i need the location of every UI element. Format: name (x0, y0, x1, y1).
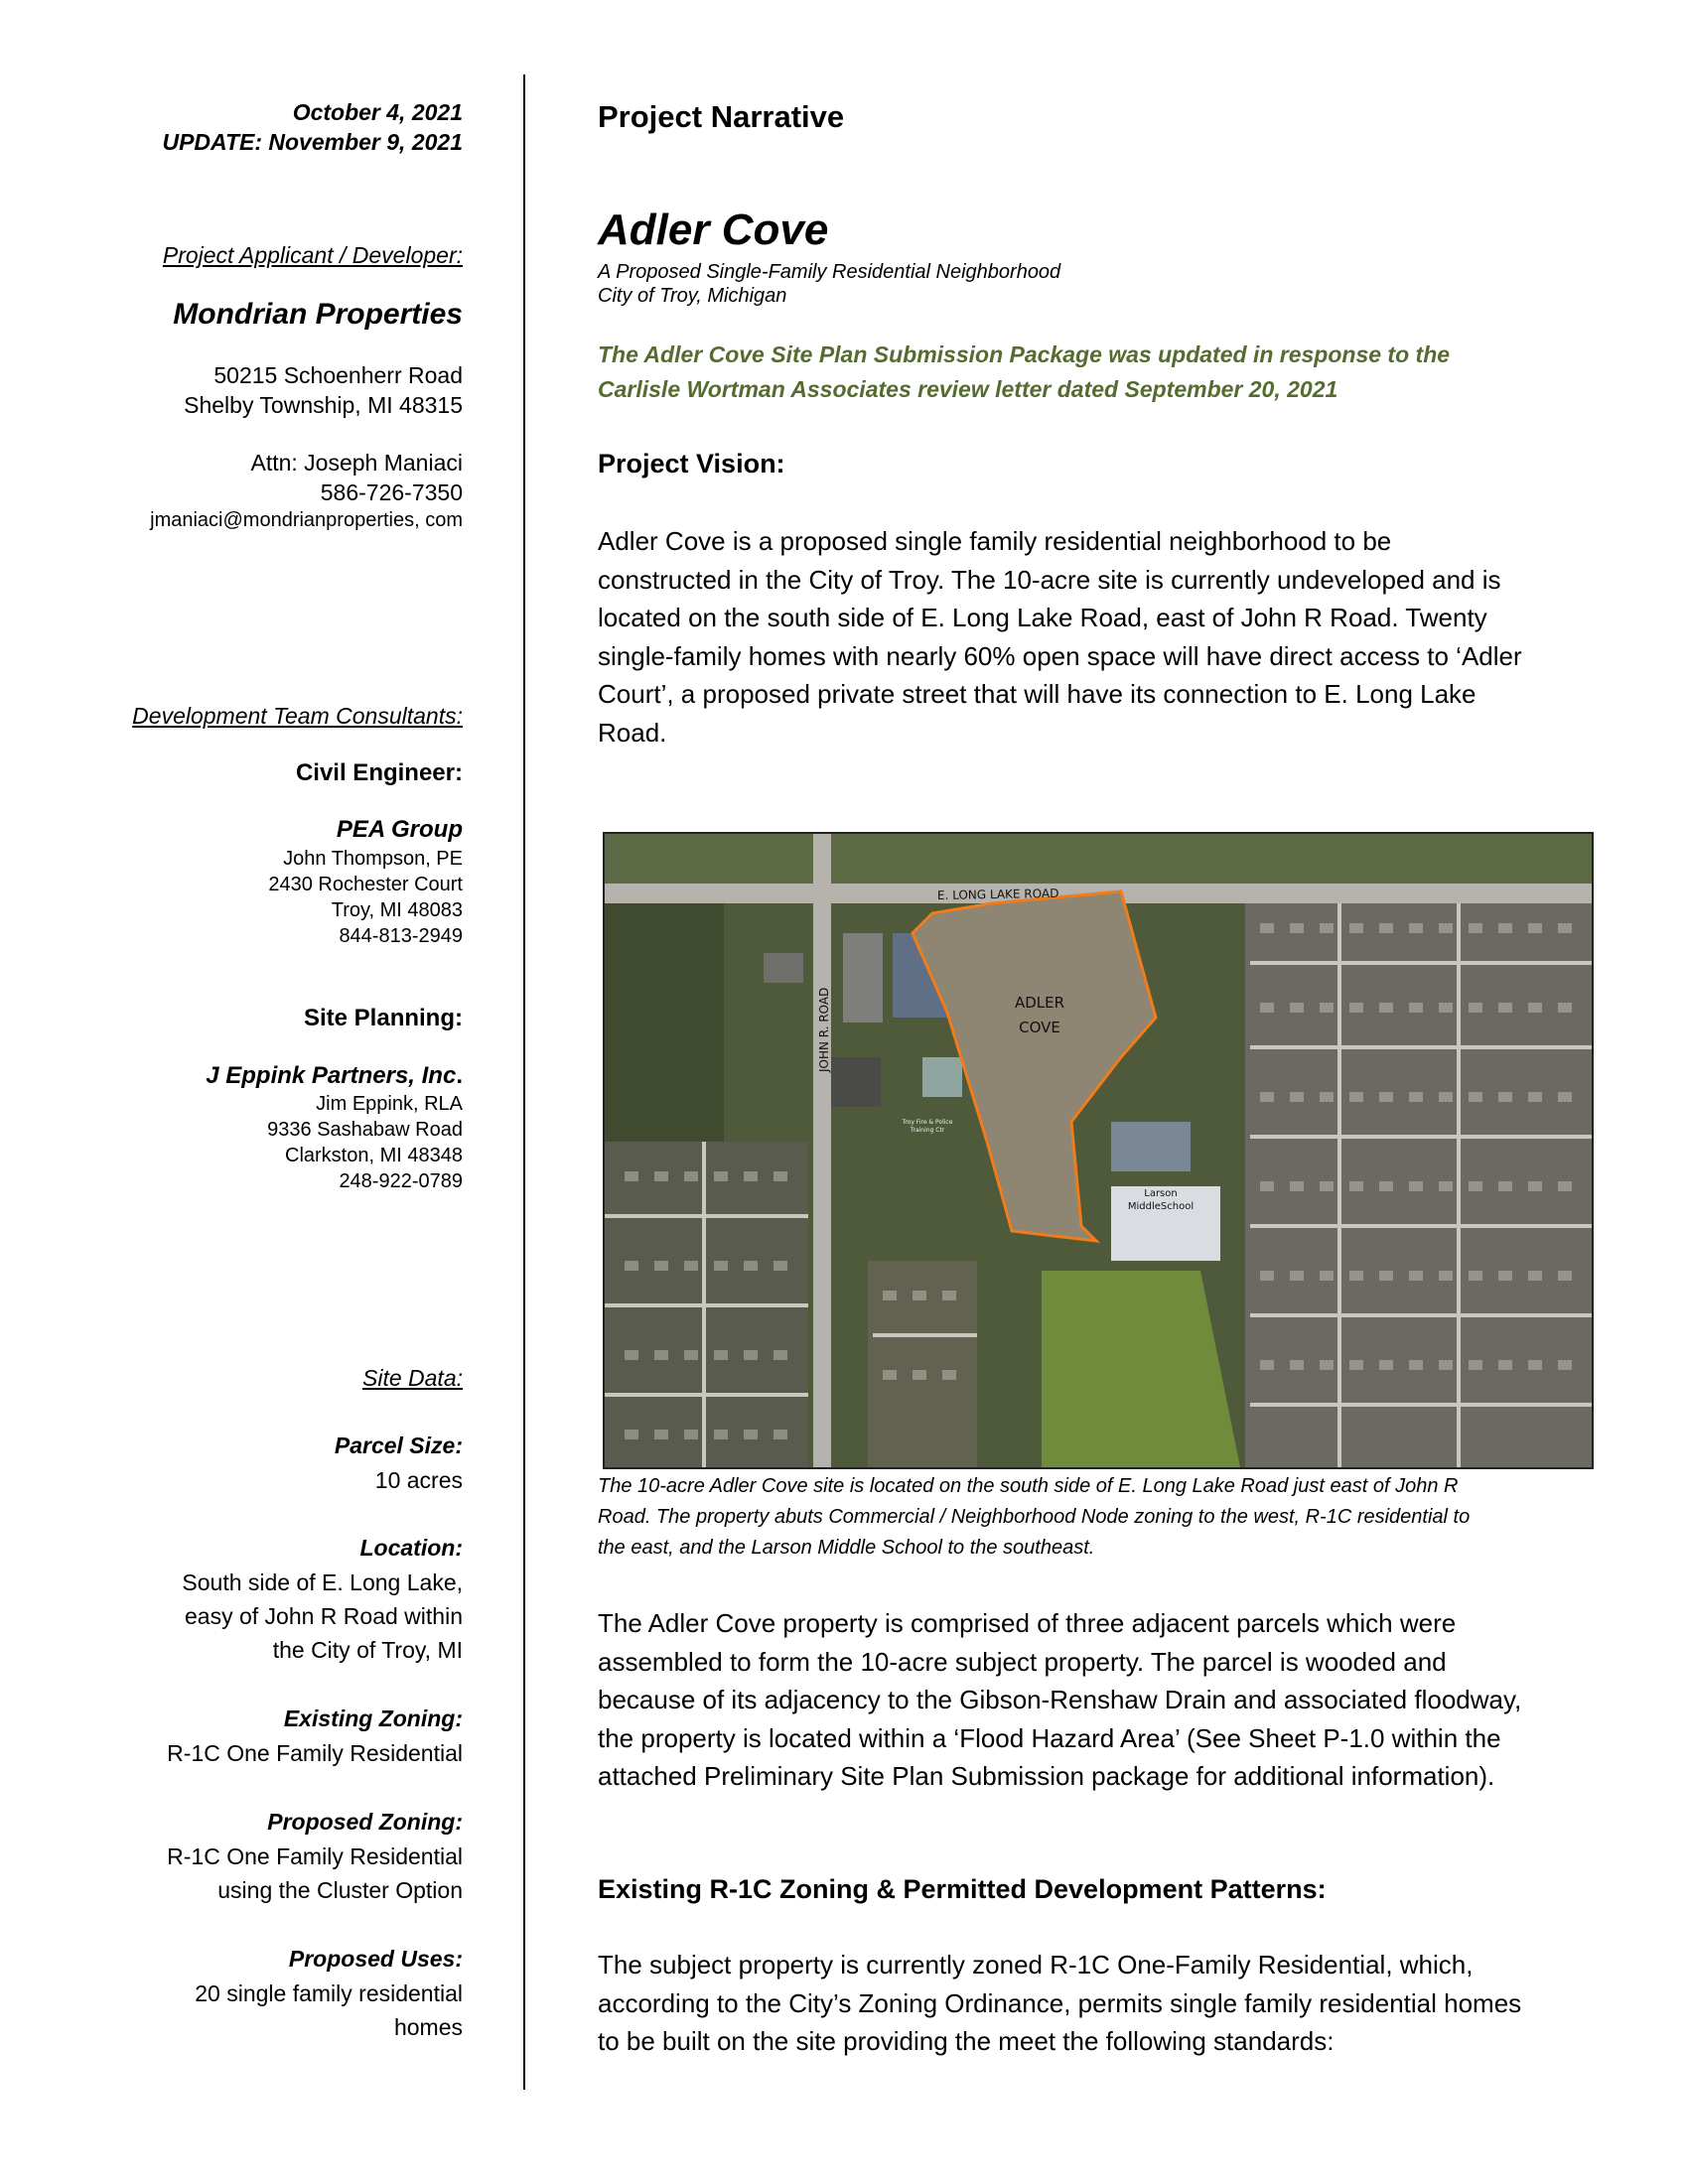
small-building (764, 953, 803, 983)
parking-lot (843, 933, 883, 1023)
paragraph-line: attached Preliminary Site Plan Submission package for additional information). (598, 1761, 1495, 1791)
proposed-uses-line: 20 single family residential (195, 1980, 463, 2006)
vision-paragraph (598, 522, 1591, 751)
site-planning-details (60, 1091, 463, 1194)
paragraph-line: Road. (598, 717, 667, 748)
parcel-size-label: Parcel Size: (334, 1433, 463, 1458)
detail-line: Troy, MI 48083 (331, 899, 463, 921)
civil-engineer-details (60, 846, 463, 949)
address-line: Shelby Township, MI 48315 (184, 392, 463, 418)
update-line: The Adler Cove Site Plan Submission Package was updated in response to the (598, 341, 1451, 367)
location-line: the City of Troy, MI (272, 1637, 463, 1663)
team-heading: Development Team Consultants: (132, 703, 463, 729)
detail-line: 844-813-2949 (339, 925, 463, 947)
paragraph-line: constructed in the City of Troy. The 10-acre site is currently undeveloped and is (598, 564, 1501, 595)
column-divider (523, 74, 525, 2090)
narrative-heading: Project Narrative (598, 99, 845, 134)
zoning-heading: Existing R-1C Zoning & Permitted Development Patterns: (598, 1874, 1327, 1904)
detail-line: John Thompson, PE (283, 848, 463, 870)
site-planning-role: Site Planning: (303, 1005, 463, 1031)
aerial-site-map (603, 832, 1594, 1469)
subtitle-line: City of Troy, Michigan (598, 285, 787, 307)
long-lake-road-label: E. LONG LAKE ROAD (936, 886, 1059, 902)
update-line: Carlisle Wortman Associates review letter dated September 20, 2021 (598, 376, 1338, 402)
developer-contact (60, 448, 463, 533)
caption-line: Road. The property abuts Commercial / Neighborhood Node zoning to the west, R-1C residential to (598, 1506, 1471, 1528)
paragraph-line: because of its adjacency to the Gibson-Renshaw Drain and associated floodway, (598, 1685, 1522, 1714)
john-r-road-label: JOHN R. ROAD (817, 987, 831, 1072)
caption-line: the east, and the Larson Middle School to the southeast. (598, 1537, 1095, 1559)
training-label-line-2: Training Ctr (910, 1127, 945, 1134)
site-label-line-1: ADLER (1014, 994, 1065, 1012)
location-label: Location: (359, 1535, 463, 1561)
caption-line: The 10-acre Adler Cove site is located on the south side of E. Long Lake Road just east of John R (598, 1475, 1459, 1497)
project-subtitle (598, 260, 1591, 308)
site-planning-firm-line (60, 1062, 463, 1090)
proposed-uses-value (60, 1977, 463, 2044)
proposed-zoning-line: R-1C One Family Residential (167, 1843, 463, 1869)
paragraph-line: the property is located within a ‘Flood Hazard Area’ (See Sheet P-1.0 within the (598, 1722, 1501, 1753)
vision-heading: Project Vision: (598, 449, 785, 478)
detail-line: Clarkston, MI 48348 (285, 1145, 463, 1166)
update-notice (598, 338, 1591, 407)
paragraph-line: single-family homes with nearly 60% open space will have direct access to ‘Adler (598, 640, 1522, 671)
civil-engineer-role: Civil Engineer: (295, 759, 463, 786)
paragraph-line: The Adler Cove property is comprised of three adjacent parcels which were (598, 1608, 1457, 1638)
proposed-zoning-value (60, 1840, 463, 1907)
document-update-date: UPDATE: November 9, 2021 (162, 129, 463, 155)
north-area (605, 834, 1592, 884)
contact-email: jmaniaci@mondrianproperties, com (150, 509, 463, 531)
location-value (60, 1566, 463, 1667)
west-woods (605, 903, 724, 1142)
location-line: easy of John R Road within (185, 1603, 463, 1629)
training-label-line-1: Troy Fire & Police (902, 1119, 953, 1126)
existing-zoning-value: R-1C One Family Residential (167, 1740, 463, 1766)
paragraph-line: Court’, a proposed private street that will have its connection to E. Long Lake (598, 679, 1477, 709)
contact-attn: Attn: Joseph Maniaci (250, 450, 463, 476)
john-r-road (813, 834, 831, 1467)
paragraph-line: The subject property is currently zoned R-1C One-Family Residential, which, (598, 1950, 1474, 1979)
school-parking (1111, 1122, 1191, 1171)
site-planning-firm-suffix: . (456, 1062, 463, 1089)
paragraph-line: Adler Cove is a proposed single family residential neighborhood to be (598, 526, 1392, 556)
map-caption (598, 1471, 1591, 1564)
developer-address (60, 360, 463, 420)
project-title: Adler Cove (598, 205, 829, 254)
contact-phone: 586-726-7350 (320, 479, 463, 505)
proposed-zoning-line: using the Cluster Option (217, 1877, 463, 1903)
site-label-line-2: COVE (1019, 1019, 1060, 1036)
aerial-map-graphic (605, 834, 1592, 1467)
zoning-paragraph (598, 1946, 1591, 2061)
document-dates (60, 97, 463, 157)
proposed-uses-label: Proposed Uses: (288, 1946, 463, 1972)
proposed-zoning-label: Proposed Zoning: (267, 1809, 463, 1835)
civil-engineer-firm: PEA Group (336, 816, 463, 843)
proposed-uses-line: homes (393, 2014, 463, 2040)
paragraph-line: to be built on the site providing the meet the following standards: (598, 2026, 1335, 2056)
parcel-size-value: 10 acres (374, 1467, 463, 1493)
existing-zoning-label: Existing Zoning: (283, 1706, 463, 1731)
detail-line: 2430 Rochester Court (268, 874, 463, 895)
paragraph-line: located on the south side of E. Long Lake Road, east of John R Road. Twenty (598, 603, 1487, 632)
detail-line: 248-922-0789 (339, 1170, 463, 1192)
detail-line: Jim Eppink, RLA (316, 1093, 463, 1115)
applicant-heading: Project Applicant / Developer: (162, 242, 463, 268)
training-center-building (922, 1057, 962, 1097)
location-line: South side of E. Long Lake, (182, 1570, 463, 1595)
site-planning-firm: J Eppink Partners, Inc (206, 1062, 457, 1089)
detail-line: 9336 Sashabaw Road (267, 1119, 463, 1141)
subtitle-line: A Proposed Single-Family Residential Neighborhood (598, 261, 1061, 283)
paragraph-line: according to the City’s Zoning Ordinance, permits single family residential homes (598, 1987, 1522, 2018)
paragraph-line: assembled to form the 10-acre subject property. The parcel is wooded and (598, 1646, 1447, 1677)
training-center-lot (831, 1057, 881, 1107)
document-date: October 4, 2021 (292, 99, 463, 125)
developer-name: Mondrian Properties (173, 298, 463, 331)
school-label-line-2: MiddleSchool (1127, 1201, 1195, 1212)
property-paragraph (598, 1604, 1591, 1796)
address-line: 50215 Schoenherr Road (213, 362, 463, 388)
site-data-heading: Site Data: (362, 1365, 463, 1391)
school-label-line-1: Larson (1144, 1188, 1178, 1199)
